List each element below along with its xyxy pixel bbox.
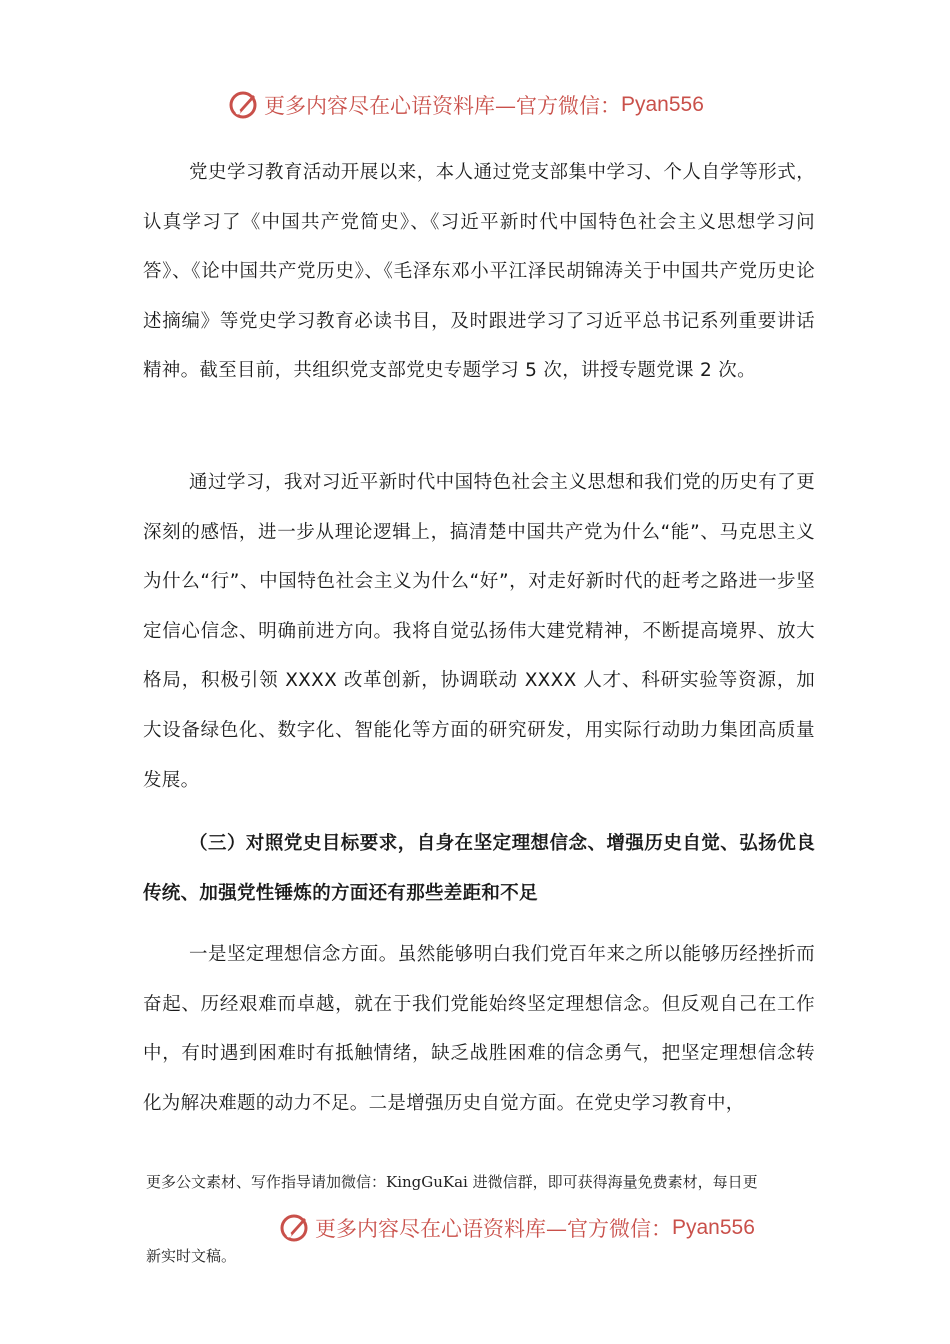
pen-logo-icon (277, 1211, 311, 1245)
footer-watermark (277, 1211, 755, 1245)
watermark-wechat-id: Pyan556 (672, 1216, 755, 1239)
watermark-text: 更多内容尽在心语资料库—官方微信： (315, 1217, 672, 1241)
footer-note-line1: 更多公文素材、写作指导请加微信：KingGuKai 进微信群，即可获得海量免费素材，每日更 (146, 1173, 758, 1191)
watermark-wechat-id: Pyan556 (621, 93, 704, 116)
header-watermark (226, 88, 704, 122)
pen-logo-icon (226, 88, 260, 122)
footer-note-line2: 新实时文稿。 (146, 1247, 237, 1265)
paragraph-study-insights: 通过学习，我对习近平新时代中国特色社会主义思想和我们党的历史有了更深刻的感悟，进一步从理论逻辑上，搞清楚中国共产党为什么“能”、马克思主义为什么“行”、中国特色社会主义为什么“好”，对走好新时代的赶考之路进一步坚定信心信念、明确前进方向。我将自觉弘扬伟大建党精神，不断提高境界、放大格局，积极引领 XXXX 改革创新，协调联动 XXXX 人才、科研实验等资源，加大设备绿色化、数字化、智能化等方面的研究研发，用实际行动助力集团高质量发展。 (143, 472, 815, 791)
paragraph-study-activities: 党史学习教育活动开展以来，本人通过党支部集中学习、个人自学等形式，认真学习了《中国共产党简史》、《习近平新时代中国特色社会主义思想学习问答》、《论中国共产党历史》、《毛泽东邓小平江泽民胡锦涛关于中国共产党历史论述摘编》等党史学习教育必读书目，及时跟进学习了习近平总书记系列重要讲话精神。截至目前，共组织党支部党史专题学习 5 次，讲授专题党课 2 次。 (143, 162, 815, 382)
section-heading-gaps: （三）对照党史目标要求，自身在坚定理想信念、增强历史自觉、弘扬优良传统、加强党性锤炼的方面还有那些差距和不足 (143, 833, 815, 904)
watermark-text: 更多内容尽在心语资料库—官方微信： (264, 94, 621, 118)
paragraph-gaps-detail: 一是坚定理想信念方面。虽然能够明白我们党百年来之所以能够历经挫折而奋起、历经艰难而卓越，就在于我们党能始终坚定理想信念。但反观自己在工作中，有时遇到困难时有抵触情绪，缺乏战胜困难的信念勇气，把坚定理想信念转化为解决难题的动力不足。二是增强历史自觉方面。在党史学习教育中， (143, 944, 815, 1114)
